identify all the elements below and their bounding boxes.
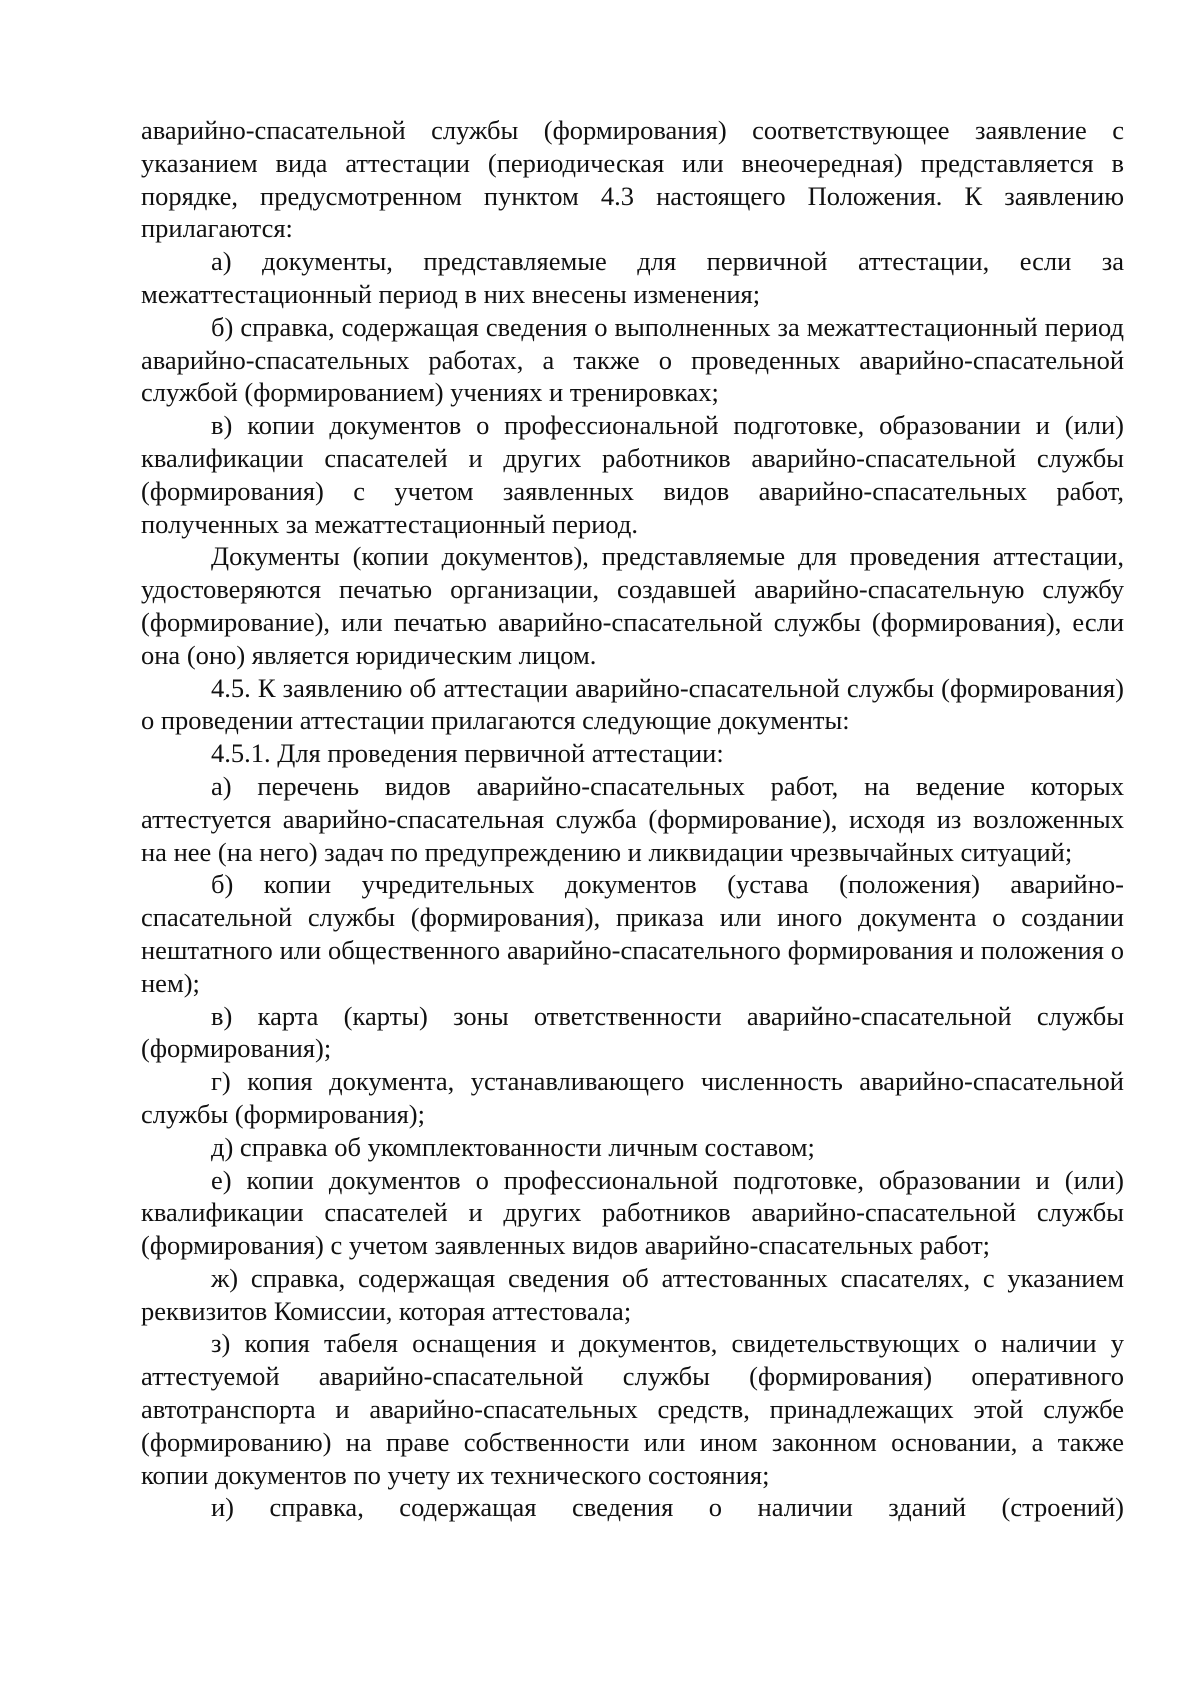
paragraph-documents-certification: Документы (копии документов), представляемые для проведения аттестации, удостоверяются печатью организации, создавшей аварийно-спасательную службу (формирование), или печатью аварийно-спасательной службы (формирования), если она (оно) является юридическим лицом.	[141, 541, 1124, 670]
list-item-e: е) копии документов о профессиональной подготовке, образовании и (или) квалификации спасателей и других работников аварийно-спасательной службы (формирования) с учетом заявленных видов аварийно-спасательных работ;	[141, 1164, 1124, 1261]
list-item-a-2: а) перечень видов аварийно-спасательных работ, на ведение которых аттестуется аварийно-спасательная служба (формирование), исходя из возложенных на нее (на него) задач по предупреждению и ликвидации чрезвычайных ситуаций;	[141, 770, 1124, 867]
list-item-d: д) справка об укомплектованности личным составом;	[211, 1131, 815, 1162]
paragraph-continuation: аварийно-спасательной службы (формирования) соответствующее заявление с указанием вида аттестации (периодическая или внеочередная) представляется в порядке, предусмотренном пунктом 4.3 настоящего Положения. К заявлению прилагаются:	[141, 115, 1124, 244]
list-item-v-2: в) карта (карты) зоны ответственности аварийно-спасательной службы (формирования);	[141, 1000, 1124, 1064]
section-4-5-1: 4.5.1. Для проведения первичной аттестации:	[211, 738, 724, 769]
section-4-5: 4.5. К заявлению об аттестации аварийно-спасательной службы (формирования) о проведении аттестации прилагаются следующие документы:	[141, 672, 1124, 736]
list-item-z: з) копия табеля оснащения и документов, свидетельствующих о наличии у аттестуемой аварийно-спасательной службы (формирования) оперативного автотранспорта и аварийно-спасательных средств, принадлежащих этой службе (формированию) на праве собственности или ином законном основании, а также копии документов по учету их технического состояния;	[141, 1328, 1124, 1490]
list-item-zh: ж) справка, содержащая сведения об аттестованных спасателях, с указанием реквизитов Комиссии, которая аттестовала;	[141, 1262, 1124, 1326]
list-item-g: г) копия документа, устанавливающего численность аварийно-спасательной службы (формирования);	[141, 1066, 1124, 1129]
list-item-b: б) справка, содержащая сведения о выполненных за межаттестационный период аварийно-спасательных работах, а также о проведенных аварийно-спасательной службой (формированием) учениях и тренировках;	[141, 311, 1124, 408]
document-body	[141, 114, 1124, 1524]
list-item-b-2: б) копии учредительных документов (устава (положения) аварийно-спасательной службы (формирования), приказа или иного документа о создании нештатного или общественного аварийно-спасательного формирования и положения о нем);	[141, 869, 1124, 998]
list-item-i: и) справка, содержащая сведения о наличии зданий (строений)	[211, 1492, 1124, 1523]
list-item-v: в) копии документов о профессиональной подготовке, образовании и (или) квалификации спасателей и других работников аварийно-спасательной службы (формирования) с учетом заявленных видов аварийно-спасательных работ, полученных за межаттестационный период.	[141, 410, 1124, 539]
list-item-a: а) документы, представляемые для первичной аттестации, если за межаттестационный период в них внесены изменения;	[141, 246, 1124, 309]
